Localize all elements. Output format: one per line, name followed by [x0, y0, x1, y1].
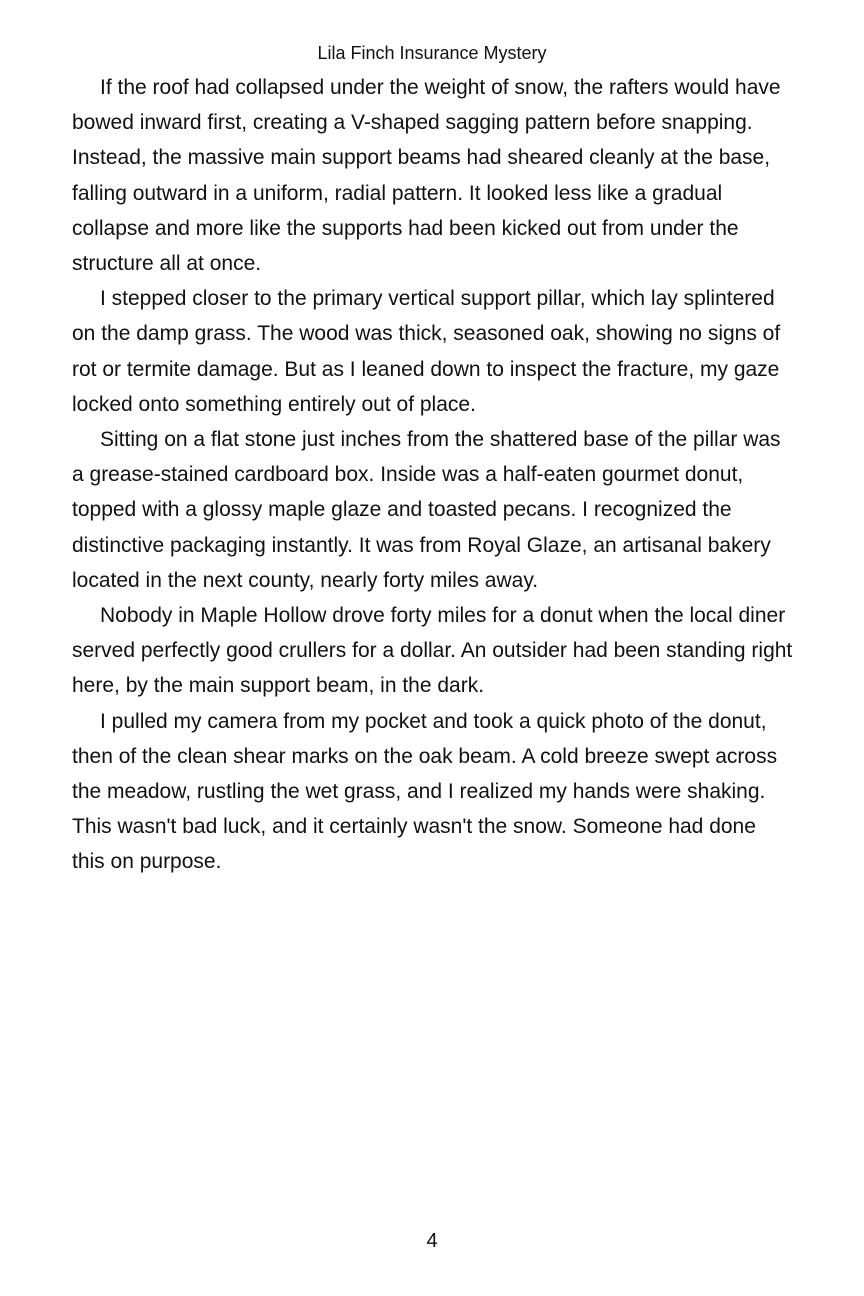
- running-header-title: Lila Finch Insurance Mystery: [317, 43, 547, 63]
- paragraph: Sitting on a flat stone just inches from the shattered base of the pillar was a grease-stained cardboard box. Inside was a half-eaten gourmet donut, topped with a glossy maple glaze and toasted pecans. I recognized the distinctive packaging instantly. It was from Royal Glaze, an artisanal bakery located in the next county, nearly forty miles away.: [72, 428, 781, 592]
- page-number: 4: [426, 1230, 438, 1252]
- body-text: [72, 70, 794, 880]
- paragraph: Nobody in Maple Hollow drove forty miles for a donut when the local diner served perfectly good crullers for a dollar. An outsider had been standing right here, by the main support beam, in the dark.: [72, 604, 793, 698]
- paragraph: I pulled my camera from my pocket and took a quick photo of the donut, then of the clean shear marks on the oak beam. A cold breeze swept across the meadow, rustling the wet grass, and I realized my hands were shaking. This wasn't bad luck, and it certainly wasn't the snow. Someone had done this on purpose.: [72, 709, 778, 874]
- paragraph: I stepped closer to the primary vertical support pillar, which lay splintered on the damp grass. The wood was thick, seasoned oak, showing no signs of rot or termite damage. But as I leaned down to inspect the fracture, my gaze locked onto something entirely out of place.: [72, 287, 781, 416]
- paragraph: If the roof had collapsed under the weight of snow, the rafters would have bowed inward first, creating a V-shaped sagging pattern before snapping. Instead, the massive main support beams had sheared cleanly at the base, falling outward in a uniform, radial pattern. It looked less like a gradual collapse and more like the supports had been kicked out from under the structure all at once.: [72, 76, 781, 276]
